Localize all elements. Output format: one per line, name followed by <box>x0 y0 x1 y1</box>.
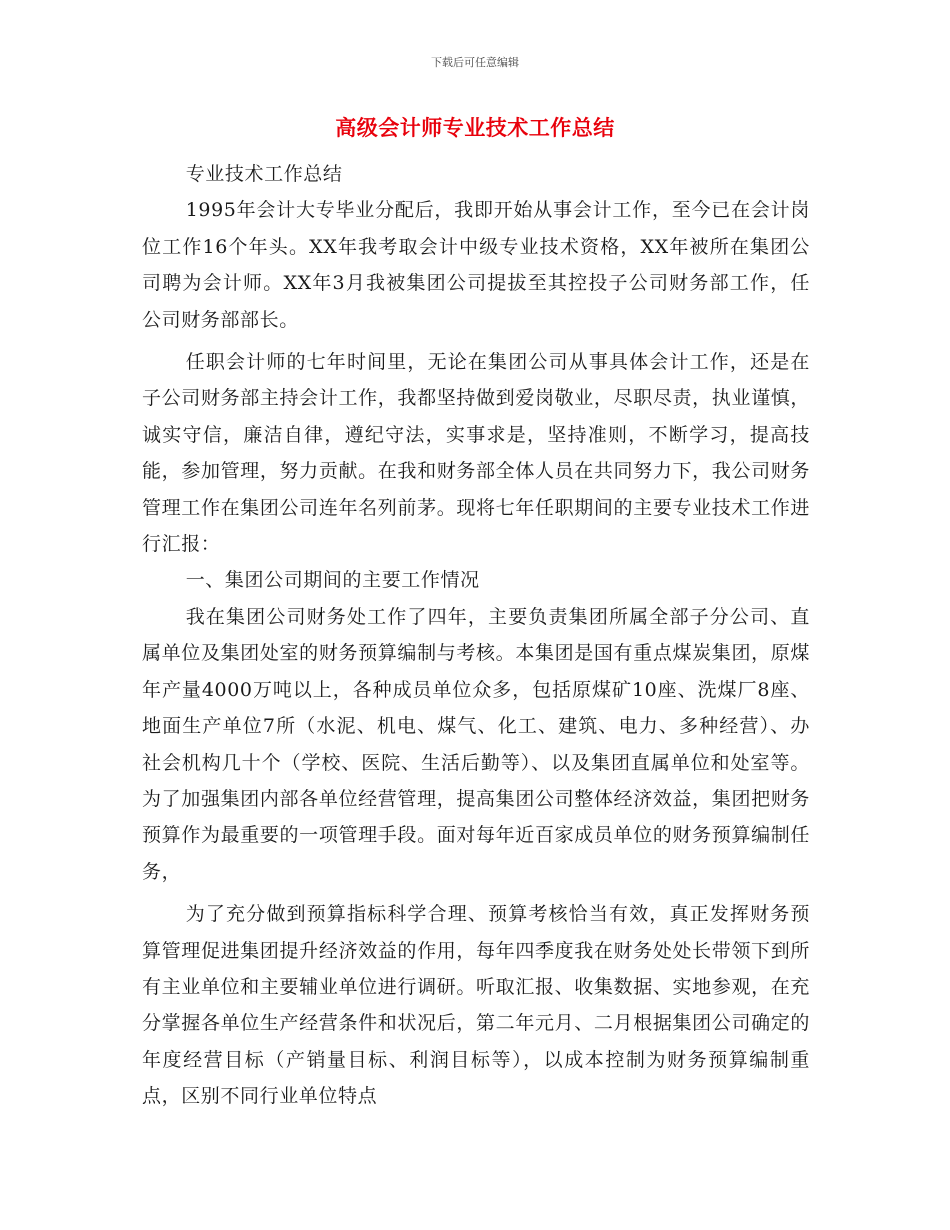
paragraph: 任职会计师的七年时间里，无论在集团公司从事具体会计工作，还是在子公司财务部主持会计工作，我都坚持做到爱岗敬业，尽职尽责，执业谨慎，诚实守信，廉洁自律，遵纪守法，实事求是，坚持准则，不断学习，提高技能，参加管理，努力贡献。在我和财务部全体人员在共同努力下，我公司财务管理工作在集团公司连年名列前茅。现将七年任职期间的主要专业技术工作进行汇报： <box>142 351 810 556</box>
paragraph: 1995年会计大专毕业分配后，我即开始从事会计工作，至今已在会计岗位工作16个年头。XX年我考取会计中级专业技术资格，XX年被所在集团公司聘为会计师。XX年3月我被集团公司提拔至其控投子公司财务部工作，任公司财务部部长。 <box>142 199 810 331</box>
page-header-note: 下载后可任意编辑 <box>431 56 519 69</box>
paragraph: 为了充分做到预算指标科学合理、预算考核恰当有效，真正发挥财务预算管理促进集团提升经济效益的作用，每年四季度我在财务处处长带领下到所有主业单位和主要辅业单位进行调研。听取汇报、收集数据、实地参观，在充分掌握各单位生产经营条件和状况后，第二年元月、二月根据集团公司确定的年度经营目标（产销量目标、利润目标等），以成本控制为财务预算编制重点，区别不同行业单位特点 <box>142 903 810 1108</box>
paragraph: 我在集团公司财务处工作了四年，主要负责集团所属全部子分公司、直属单位及集团处室的财务预算编制与考核。本集团是国有重点煤炭集团，原煤年产量4000万吨以上，各种成员单位众多，包括原煤矿10座、洗煤厂8座、地面生产单位7所（水泥、机电、煤气、化工、建筑、电力、多种经营）、办社会机构几十个（学校、医院、生活后勤等）、以及集团直属单位和处室等。为了加强集团内部各单位经营管理，提高集团公司整体经济效益，集团把财务预算作为最重要的一项管理手段。面对每年近百家成员单位的财务预算编制任务， <box>142 605 810 883</box>
document-body <box>142 156 810 1115</box>
paragraph-heading: 专业技术工作总结 <box>185 163 343 185</box>
section-heading: 一、集团公司期间的主要工作情况 <box>185 569 480 592</box>
document-title: 高级会计师专业技术工作总结 <box>335 116 615 140</box>
